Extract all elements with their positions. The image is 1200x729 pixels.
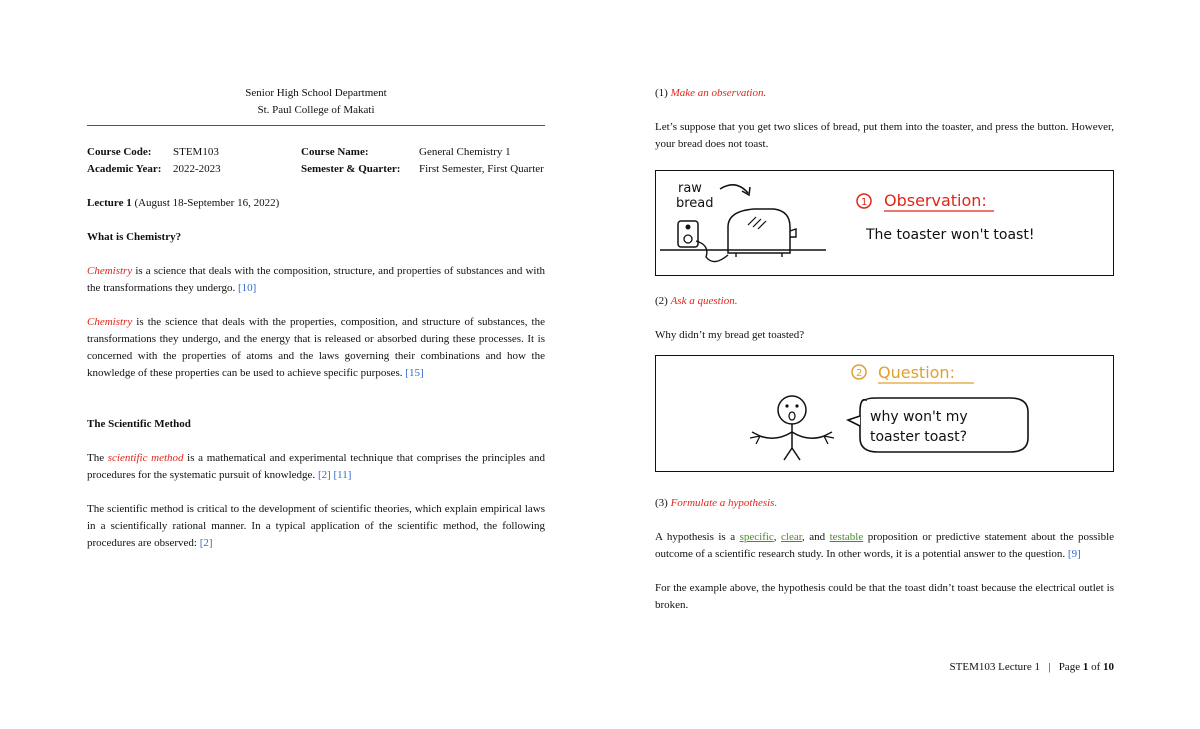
term-chemistry: Chemistry: [87, 316, 133, 328]
toaster-lever-icon: [790, 229, 796, 237]
footer-page-number: 1: [1082, 661, 1089, 673]
bubble-text-line2: toaster toast?: [870, 429, 968, 445]
hand-icon: [824, 432, 834, 444]
scientific-method-definition: [87, 450, 545, 484]
citation-link[interactable]: [2]: [199, 537, 213, 549]
step-1-heading: [655, 85, 1114, 102]
step-number: (2): [655, 295, 671, 307]
text: proposition or predictive statement about the possible outcome of a scientific research study. In other words, it is a potential answer to the question.: [655, 531, 1115, 560]
step-2-heading: [655, 293, 1114, 310]
chemistry-definition-1: [87, 263, 545, 297]
chemistry-heading: What is Chemistry?: [87, 231, 182, 243]
semester: First Semester, First Quarter: [419, 163, 544, 175]
right-column: [655, 85, 1114, 614]
page-footer: [950, 661, 1114, 673]
course-code-label: Course Code:: [87, 146, 152, 158]
lecture-dates: (August 18-September 16, 2022): [131, 197, 280, 209]
citation-link[interactable]: [15]: [405, 367, 424, 379]
step-number: (1): [655, 87, 671, 99]
term-chemistry: Chemistry: [87, 265, 133, 277]
course-name-label: Course Name:: [301, 146, 369, 158]
definition-text: is a science that deals with the composition, structure, and properties of substances and with the transformations they undergo.: [87, 265, 545, 294]
left-column: [87, 85, 545, 552]
eye-icon: [785, 404, 788, 407]
stickman-leg-icon: [784, 448, 792, 460]
scientific-method-paragraph: [87, 501, 545, 552]
citation-link[interactable]: [2]: [317, 469, 331, 481]
definition-text: is the science that deals with the properties, composition, and structure of substances, the transformations they undergo, and the energy that is released or absorbed during these processes. It is concerned with the properties of atoms and the laws governing their combinations and how the knowledge of these properties can be used to achieve specific purposes.: [87, 316, 545, 379]
stickman-illustration: [656, 356, 1112, 470]
course-name: General Chemistry 1: [419, 146, 511, 158]
step-1-text: Let’s suppose that you get two slices of bread, put them into the toaster, and press the button. However, your bread does not toast.: [655, 121, 1114, 150]
toaster-shine-icon: [748, 217, 756, 225]
figure-number: 2: [856, 368, 863, 379]
lecture-title: [87, 195, 545, 212]
hand-icon: [750, 432, 760, 444]
semester-label: Semester & Quarter:: [301, 163, 401, 175]
question-figure: [655, 355, 1114, 472]
citation-link[interactable]: [9]: [1067, 548, 1081, 560]
header-divider: [87, 125, 545, 126]
cord-icon: [696, 241, 728, 262]
outlet-hole-icon: [686, 225, 691, 230]
term-testable: testable: [829, 531, 864, 543]
mouth-icon: [789, 412, 795, 420]
observation-text: The toaster won't toast!: [866, 227, 1035, 243]
question-title: Question:: [878, 363, 955, 382]
stickman-arm-icon: [760, 432, 792, 438]
footer-separator: |: [1048, 661, 1051, 673]
step-title: Make an observation.: [670, 87, 767, 99]
bread-label: bread: [676, 196, 714, 211]
academic-year: 2022-2023: [173, 163, 221, 175]
text: The scientific method is critical to the development of scientific theories, which explain empirical laws in a scientifically rational manner. In a typical application of the scientific method, the following procedures are observed:: [87, 503, 545, 549]
bubble-text-line1: why won't my: [870, 409, 968, 425]
footer-course: STEM103 Lecture 1: [949, 661, 1040, 673]
toaster-icon: [728, 209, 790, 253]
academic-year-label: Academic Year:: [87, 163, 162, 175]
toaster-shine-icon: [753, 219, 761, 227]
figure-number: 1: [861, 197, 868, 208]
hypothesis-definition: [655, 529, 1114, 563]
eye-icon: [795, 404, 798, 407]
footer-page-total: 10: [1103, 661, 1114, 673]
text: A hypothesis is a: [655, 531, 740, 543]
scientific-method-heading: The Scientific Method: [87, 418, 191, 430]
course-code: STEM103: [173, 146, 219, 158]
toaster-illustration: [656, 171, 1112, 274]
raw-label: raw: [678, 181, 702, 196]
header-school: St. Paul College of Makati: [257, 104, 375, 116]
text: is a mathematical and experimental technique that comprises the principles and procedures for the systematic pursuit of knowledge.: [87, 452, 546, 481]
observation-figure: [655, 170, 1114, 276]
text: The: [87, 452, 108, 464]
term-specific: specific: [739, 531, 774, 543]
step-title: Formulate a hypothesis.: [670, 497, 778, 509]
speech-bubble-tail: [848, 416, 860, 426]
text: ,: [773, 531, 782, 543]
stickman-arm-icon: [792, 432, 824, 438]
step-number: (3): [655, 497, 671, 509]
footer-of-label: of: [1088, 661, 1103, 673]
lecture-number: Lecture 1: [87, 197, 132, 209]
term-clear: clear: [781, 531, 802, 543]
step-title: Ask a question.: [670, 295, 738, 307]
toaster-shine-icon: [758, 221, 766, 229]
step-2-text: Why didn’t my bread get toasted?: [655, 329, 805, 341]
footer-page-label: Page: [1058, 661, 1083, 673]
citation-link[interactable]: [11]: [333, 469, 352, 481]
outlet-socket-icon: [684, 235, 692, 243]
hypothesis-example: For the example above, the hypothesis could be that the toast didn’t toast because the electrical outlet is broken.: [655, 582, 1114, 611]
citation-link[interactable]: [10]: [238, 282, 257, 294]
stickman-leg-icon: [792, 448, 800, 460]
course-info: [87, 144, 545, 178]
text: , and: [801, 531, 830, 543]
step-3-heading: [655, 495, 1114, 512]
observation-title: Observation:: [884, 191, 987, 210]
header-department: Senior High School Department: [245, 87, 387, 99]
term-scientific-method: scientific method: [107, 452, 184, 464]
chemistry-definition-2: [87, 314, 545, 382]
